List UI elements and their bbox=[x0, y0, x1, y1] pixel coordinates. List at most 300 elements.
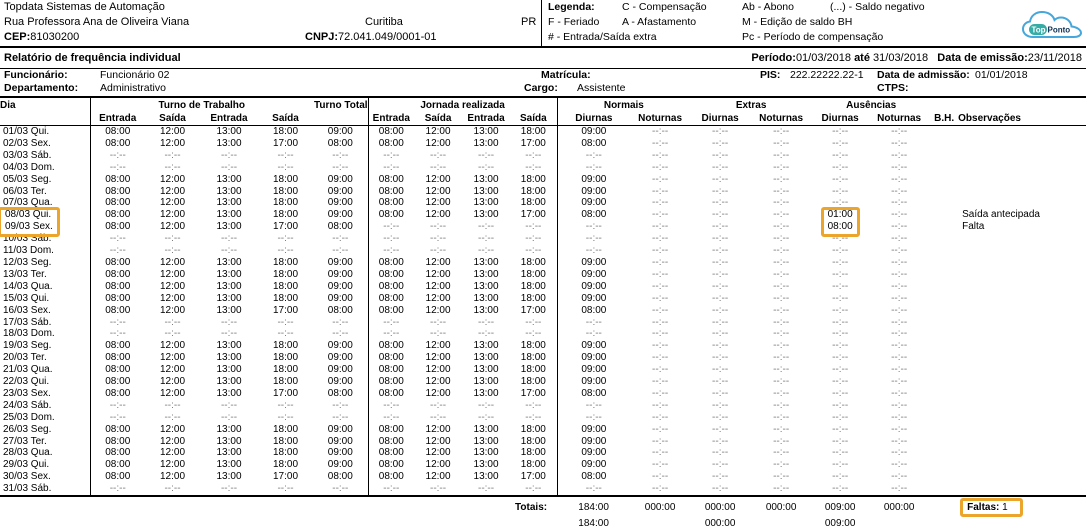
table-row bbox=[0, 328, 1086, 340]
day-cell: 05/03 Seg. bbox=[0, 174, 90, 186]
time-cell: --:-- bbox=[891, 423, 908, 435]
time-cell: --:-- bbox=[510, 317, 557, 329]
time-cell: --:-- bbox=[891, 340, 908, 352]
time-cell: --:-- bbox=[773, 233, 790, 245]
time-cell: --:-- bbox=[832, 268, 849, 280]
col-saida: Saída bbox=[258, 111, 313, 126]
table-row bbox=[0, 174, 1086, 186]
obs-cell bbox=[958, 281, 1086, 293]
time-cell: --:-- bbox=[383, 149, 400, 161]
time-cell: 09:00 bbox=[581, 459, 607, 471]
time-cell: 12:00 bbox=[425, 376, 451, 388]
obs-cell bbox=[958, 293, 1086, 305]
time-cell: --:-- bbox=[773, 173, 790, 185]
time-cell: 09:00 bbox=[313, 340, 368, 352]
time-cell: --:-- bbox=[429, 245, 447, 257]
legend-item: # - Entrada/Saída extra bbox=[548, 31, 657, 43]
day-cell: 13/03 Ter. bbox=[0, 269, 90, 281]
time-cell: --:-- bbox=[510, 245, 557, 257]
time-cell: 17:00 bbox=[510, 138, 557, 150]
time-cell: --:-- bbox=[585, 316, 602, 328]
time-cell: 13:00 bbox=[473, 268, 499, 280]
time-cell: 09:00 bbox=[313, 281, 368, 293]
time-cell: --:-- bbox=[313, 483, 368, 496]
time-cell: --:-- bbox=[510, 150, 557, 162]
time-cell: --:-- bbox=[652, 221, 669, 233]
topponto-logo bbox=[1021, 9, 1083, 44]
time-cell: --:-- bbox=[313, 150, 368, 162]
day-cell: 11/03 Dom. bbox=[0, 245, 90, 257]
time-cell bbox=[930, 328, 958, 340]
periodo-from: 01/03/2018 bbox=[795, 52, 851, 64]
time-cell bbox=[930, 209, 958, 221]
table-row bbox=[0, 376, 1086, 388]
time-cell: --:-- bbox=[712, 256, 729, 268]
time-cell: --:-- bbox=[652, 209, 669, 221]
time-cell: 12:00 bbox=[425, 435, 451, 447]
time-cell: 13:00 bbox=[216, 387, 242, 399]
time-cell: 13:00 bbox=[216, 268, 242, 280]
logo-text-top: Top bbox=[1031, 25, 1046, 35]
time-cell: 13:00 bbox=[216, 459, 242, 471]
time-cell: --:-- bbox=[773, 256, 790, 268]
day-cell: 04/03 Dom. bbox=[0, 162, 90, 174]
time-cell: --:-- bbox=[891, 268, 908, 280]
obs-cell bbox=[958, 174, 1086, 186]
time-cell: --:-- bbox=[832, 447, 849, 459]
time-cell: --:-- bbox=[585, 483, 602, 495]
time-cell: 12:00 bbox=[159, 459, 186, 471]
time-cell: 08:00 bbox=[581, 137, 607, 149]
day-cell: 17/03 Sáb. bbox=[0, 317, 90, 329]
time-cell bbox=[930, 459, 958, 471]
time-cell: 08:00 bbox=[105, 471, 131, 483]
time-cell: 08:00 bbox=[105, 137, 131, 149]
time-cell: 09:00 bbox=[581, 292, 607, 304]
time-cell: 18:00 bbox=[273, 185, 299, 197]
time-cell: 18:00 bbox=[273, 423, 299, 435]
time-cell: --:-- bbox=[164, 316, 181, 328]
group-extras: Extras bbox=[735, 100, 767, 111]
time-cell: 12:00 bbox=[159, 304, 186, 316]
cargo-label: Cargo: bbox=[524, 82, 558, 94]
time-cell: 13:00 bbox=[473, 376, 499, 388]
time-cell: --:-- bbox=[277, 328, 294, 340]
time-cell: --:-- bbox=[891, 471, 908, 483]
time-cell: 13:00 bbox=[216, 173, 242, 185]
time-cell: --:-- bbox=[652, 304, 669, 316]
time-cell: --:-- bbox=[773, 316, 790, 328]
time-cell: --:-- bbox=[383, 483, 400, 495]
time-cell: --:-- bbox=[652, 197, 669, 209]
time-cell: 09:00 bbox=[313, 364, 368, 376]
time-cell: 13:00 bbox=[473, 209, 499, 221]
time-cell: --:-- bbox=[652, 399, 669, 411]
time-cell: 08:00 bbox=[105, 376, 131, 388]
time-cell: 08:00 bbox=[105, 364, 131, 376]
obs-cell bbox=[958, 459, 1086, 471]
total-extras-noturnas: 000:00 bbox=[750, 496, 812, 517]
time-cell: 08:00 bbox=[378, 304, 404, 316]
legend-item: C - Compensação bbox=[622, 1, 707, 13]
time-cell: 08:00 bbox=[378, 447, 404, 459]
obs-cell bbox=[958, 388, 1086, 400]
time-cell: 12:00 bbox=[159, 197, 186, 209]
time-cell: 12:00 bbox=[425, 471, 451, 483]
time-cell bbox=[930, 174, 958, 186]
time-cell: --:-- bbox=[652, 328, 669, 340]
emissao-label: Data de emissão: bbox=[937, 52, 1028, 64]
time-cell: --:-- bbox=[109, 233, 126, 245]
employee-info bbox=[0, 69, 1086, 98]
time-cell bbox=[930, 352, 958, 364]
time-cell: --:-- bbox=[652, 340, 669, 352]
time-cell: --:-- bbox=[773, 126, 790, 137]
time-cell: 09:00 bbox=[313, 209, 368, 221]
time-cell: 18:00 bbox=[510, 352, 557, 364]
time-cell: --:-- bbox=[891, 185, 908, 197]
time-cell: --:-- bbox=[712, 161, 729, 173]
time-cell: 08:00 bbox=[378, 471, 404, 483]
time-cell: --:-- bbox=[652, 352, 669, 364]
time-cell: 08:00 bbox=[378, 459, 404, 471]
day-cell: 19/03 Seg. bbox=[0, 340, 90, 352]
time-cell: --:-- bbox=[164, 399, 181, 411]
cep-value: 81030200 bbox=[30, 31, 80, 43]
day-cell: 07/03 Qua. bbox=[0, 197, 90, 209]
table-row bbox=[0, 388, 1086, 400]
obs-cell bbox=[958, 424, 1086, 436]
col-bh: B.H. bbox=[930, 111, 958, 126]
table-row bbox=[0, 412, 1086, 424]
time-cell: --:-- bbox=[891, 233, 908, 245]
table-row bbox=[0, 471, 1086, 483]
matricula-label: Matrícula: bbox=[541, 69, 591, 81]
table-row bbox=[0, 317, 1086, 329]
table-row bbox=[0, 400, 1086, 412]
time-cell: 09:00 bbox=[313, 126, 368, 138]
time-cell: 12:00 bbox=[159, 447, 186, 459]
time-cell: --:-- bbox=[477, 316, 495, 328]
time-cell: --:-- bbox=[383, 233, 400, 245]
time-cell: --:-- bbox=[585, 245, 602, 257]
time-cell: --:-- bbox=[429, 149, 447, 161]
time-cell: --:-- bbox=[383, 328, 400, 340]
time-cell: 18:00 bbox=[510, 436, 557, 448]
time-cell: --:-- bbox=[652, 233, 669, 245]
table-row bbox=[0, 126, 1086, 138]
time-cell: --:-- bbox=[429, 483, 447, 495]
time-cell: --:-- bbox=[891, 447, 908, 459]
time-cell: 12:00 bbox=[425, 185, 451, 197]
obs-cell bbox=[958, 340, 1086, 352]
time-cell: --:-- bbox=[832, 173, 849, 185]
time-cell: 09:00 bbox=[581, 126, 607, 137]
table-row bbox=[0, 436, 1086, 448]
time-cell: 09:00 bbox=[581, 256, 607, 268]
legend-item: (...) - Saldo negativo bbox=[830, 1, 925, 13]
time-cell: --:-- bbox=[220, 399, 238, 411]
cnpj-label: CNPJ: bbox=[305, 31, 339, 43]
time-cell: 18:00 bbox=[510, 186, 557, 198]
time-cell: 09:00 bbox=[581, 197, 607, 209]
legend-title: Legenda: bbox=[548, 1, 595, 13]
time-cell: --:-- bbox=[652, 387, 669, 399]
time-cell: --:-- bbox=[652, 161, 669, 173]
time-cell: --:-- bbox=[832, 399, 849, 411]
time-cell: 13:00 bbox=[216, 292, 242, 304]
time-cell: 18:00 bbox=[273, 340, 299, 352]
time-cell: 09:00 bbox=[581, 173, 607, 185]
time-cell: --:-- bbox=[891, 399, 908, 411]
report-title: Relatório de frequência individual bbox=[4, 52, 181, 64]
time-cell: 09:00 bbox=[313, 424, 368, 436]
time-cell: --:-- bbox=[712, 364, 729, 376]
time-cell bbox=[930, 197, 958, 209]
time-cell: 12:00 bbox=[425, 387, 451, 399]
time-cell: 12:00 bbox=[159, 173, 186, 185]
time-cell: --:-- bbox=[773, 471, 790, 483]
legend-item: M - Edição de saldo BH bbox=[742, 16, 853, 28]
time-cell: 17:00 bbox=[273, 471, 299, 483]
time-cell: --:-- bbox=[220, 483, 238, 495]
time-cell: --:-- bbox=[712, 459, 729, 471]
time-cell bbox=[930, 221, 958, 233]
time-cell: --:-- bbox=[773, 340, 790, 352]
time-cell: --:-- bbox=[477, 161, 495, 173]
time-cell: 13:00 bbox=[216, 435, 242, 447]
day-cell: 21/03 Qua. bbox=[0, 364, 90, 376]
obs-cell bbox=[958, 328, 1086, 340]
time-cell: --:-- bbox=[477, 149, 495, 161]
time-cell: 12:00 bbox=[425, 459, 451, 471]
time-cell: 13:00 bbox=[473, 173, 499, 185]
day-cell: 14/03 Qua. bbox=[0, 281, 90, 293]
table-row bbox=[0, 150, 1086, 162]
time-cell: --:-- bbox=[109, 316, 126, 328]
time-cell: 13:00 bbox=[473, 126, 499, 137]
report-header bbox=[0, 0, 1086, 48]
time-cell: --:-- bbox=[109, 328, 126, 340]
time-cell: --:-- bbox=[832, 256, 849, 268]
total-ausencias-noturnas: 000:00 bbox=[868, 496, 930, 517]
table-row bbox=[0, 352, 1086, 364]
time-cell: --:-- bbox=[712, 423, 729, 435]
time-cell: --:-- bbox=[277, 245, 294, 257]
time-cell: 18:00 bbox=[273, 447, 299, 459]
obs-cell bbox=[958, 162, 1086, 174]
time-cell: 09:00 bbox=[313, 376, 368, 388]
time-cell: --:-- bbox=[832, 316, 849, 328]
ate-label: até bbox=[854, 52, 870, 64]
time-cell: --:-- bbox=[712, 221, 729, 233]
time-cell: --:-- bbox=[712, 399, 729, 411]
time-cell: --:-- bbox=[652, 376, 669, 388]
time-cell: 08:00 bbox=[378, 292, 404, 304]
total-ausencias-diurnas: 009:00 bbox=[812, 496, 868, 517]
time-cell: 13:00 bbox=[216, 376, 242, 388]
time-cell: --:-- bbox=[477, 328, 495, 340]
time-cell: --:-- bbox=[712, 185, 729, 197]
day-cell: 02/03 Sex. bbox=[0, 138, 90, 150]
time-cell: 09:00 bbox=[581, 340, 607, 352]
time-cell: --:-- bbox=[313, 328, 368, 340]
time-cell: 08:00 bbox=[378, 173, 404, 185]
time-cell: --:-- bbox=[832, 149, 849, 161]
obs-cell bbox=[958, 197, 1086, 209]
obs-cell bbox=[958, 186, 1086, 198]
admissao-value: 01/01/2018 bbox=[975, 69, 1028, 81]
col-entrada: Entrada bbox=[462, 111, 510, 126]
time-cell: 17:00 bbox=[273, 221, 299, 233]
time-cell: --:-- bbox=[313, 400, 368, 412]
time-cell: --:-- bbox=[429, 161, 447, 173]
time-cell: --:-- bbox=[510, 400, 557, 412]
time-cell: --:-- bbox=[510, 483, 557, 496]
time-cell: --:-- bbox=[164, 161, 181, 173]
day-cell: 30/03 Sex. bbox=[0, 471, 90, 483]
time-cell: 13:00 bbox=[473, 364, 499, 376]
col-noturnas: Noturnas bbox=[630, 111, 690, 126]
time-cell: --:-- bbox=[383, 161, 400, 173]
time-cell: --:-- bbox=[773, 459, 790, 471]
time-cell bbox=[930, 340, 958, 352]
time-cell: 18:00 bbox=[510, 340, 557, 352]
time-cell: --:-- bbox=[891, 387, 908, 399]
time-cell: 18:00 bbox=[510, 459, 557, 471]
time-cell: --:-- bbox=[652, 364, 669, 376]
ctps-label: CTPS: bbox=[877, 82, 909, 94]
time-cell: --:-- bbox=[891, 126, 908, 137]
time-cell: --:-- bbox=[891, 280, 908, 292]
time-cell: --:-- bbox=[277, 161, 294, 173]
time-cell: 09:00 bbox=[581, 435, 607, 447]
time-cell: --:-- bbox=[712, 233, 729, 245]
time-cell: 12:00 bbox=[425, 256, 451, 268]
time-cell: 08:00 bbox=[105, 292, 131, 304]
time-cell: 12:00 bbox=[159, 352, 186, 364]
time-cell: --:-- bbox=[712, 149, 729, 161]
time-cell: --:-- bbox=[773, 447, 790, 459]
time-cell: 08:00 bbox=[827, 221, 853, 233]
time-cell: --:-- bbox=[773, 292, 790, 304]
time-cell: --:-- bbox=[383, 221, 400, 233]
time-cell: --:-- bbox=[891, 364, 908, 376]
time-cell: --:-- bbox=[891, 197, 908, 209]
company-city: Curitiba bbox=[365, 16, 403, 28]
total-extras-diurnas: 000:00 bbox=[690, 496, 750, 517]
time-cell: 18:00 bbox=[273, 197, 299, 209]
time-cell: --:-- bbox=[652, 447, 669, 459]
time-cell: 13:00 bbox=[473, 387, 499, 399]
time-cell: --:-- bbox=[773, 411, 790, 423]
time-cell: --:-- bbox=[652, 471, 669, 483]
time-cell: --:-- bbox=[477, 399, 495, 411]
time-cell: --:-- bbox=[712, 292, 729, 304]
time-cell: 08:00 bbox=[105, 352, 131, 364]
time-cell: --:-- bbox=[277, 149, 294, 161]
time-cell: --:-- bbox=[712, 376, 729, 388]
time-cell: 09:00 bbox=[581, 447, 607, 459]
col-entrada: Entrada bbox=[90, 111, 145, 126]
time-cell: 08:00 bbox=[105, 280, 131, 292]
time-cell: 09:00 bbox=[313, 459, 368, 471]
time-cell bbox=[930, 150, 958, 162]
time-cell: 18:00 bbox=[510, 293, 557, 305]
time-cell: 09:00 bbox=[581, 280, 607, 292]
time-cell: 08:00 bbox=[105, 221, 131, 233]
time-cell: 08:00 bbox=[378, 137, 404, 149]
time-cell: 13:00 bbox=[473, 197, 499, 209]
time-cell: 08:00 bbox=[105, 435, 131, 447]
time-cell: 12:00 bbox=[159, 376, 186, 388]
time-cell: --:-- bbox=[712, 268, 729, 280]
time-cell: 12:00 bbox=[159, 387, 186, 399]
table-row bbox=[0, 447, 1086, 459]
time-cell: --:-- bbox=[891, 304, 908, 316]
time-cell: 12:00 bbox=[425, 340, 451, 352]
period-block bbox=[751, 52, 1086, 64]
time-cell: --:-- bbox=[585, 221, 602, 233]
time-cell: 18:00 bbox=[273, 209, 299, 221]
time-cell: --:-- bbox=[220, 411, 238, 423]
time-cell: 12:00 bbox=[159, 209, 186, 221]
time-cell: --:-- bbox=[891, 209, 908, 221]
time-cell: --:-- bbox=[652, 245, 669, 257]
day-cell: 24/03 Sáb. bbox=[0, 400, 90, 412]
obs-cell bbox=[958, 364, 1086, 376]
time-cell: 09:00 bbox=[581, 364, 607, 376]
totals-row-2 bbox=[0, 517, 1086, 530]
time-cell: 12:00 bbox=[159, 423, 186, 435]
totals-label: Totais: bbox=[368, 496, 557, 517]
time-cell: 17:00 bbox=[273, 137, 299, 149]
time-cell: --:-- bbox=[477, 411, 495, 423]
time-cell: --:-- bbox=[164, 233, 181, 245]
time-cell: --:-- bbox=[652, 256, 669, 268]
col-saida: Saída bbox=[414, 111, 462, 126]
cnpj-value: 72.041.049/0001-01 bbox=[338, 31, 437, 43]
time-cell: 12:00 bbox=[159, 268, 186, 280]
time-cell: 12:00 bbox=[425, 126, 451, 137]
time-cell: --:-- bbox=[773, 197, 790, 209]
time-cell: 13:00 bbox=[473, 352, 499, 364]
table-row bbox=[0, 257, 1086, 269]
time-cell: 09:00 bbox=[581, 376, 607, 388]
time-cell: --:-- bbox=[773, 268, 790, 280]
time-cell: --:-- bbox=[510, 233, 557, 245]
periodo-to: 31/03/2018 bbox=[873, 52, 929, 64]
time-cell: 12:00 bbox=[159, 340, 186, 352]
time-cell: --:-- bbox=[712, 245, 729, 257]
time-cell: 13:00 bbox=[216, 197, 242, 209]
time-cell: 18:00 bbox=[273, 459, 299, 471]
time-cell: --:-- bbox=[313, 317, 368, 329]
time-cell: --:-- bbox=[652, 459, 669, 471]
time-cell: --:-- bbox=[891, 161, 908, 173]
admissao-label: Data de admissão: bbox=[877, 69, 970, 81]
time-cell: --:-- bbox=[109, 149, 126, 161]
funcionario-value: Funcionário 02 bbox=[100, 69, 170, 81]
col-dia: Dia bbox=[0, 98, 90, 111]
time-cell: --:-- bbox=[712, 328, 729, 340]
time-cell: --:-- bbox=[429, 316, 447, 328]
day-cell: 01/03 Qui. bbox=[0, 126, 90, 138]
cep-label: CEP: bbox=[4, 31, 31, 43]
time-cell: 12:00 bbox=[425, 423, 451, 435]
time-cell: 08:00 bbox=[378, 352, 404, 364]
time-cell: 17:00 bbox=[510, 305, 557, 317]
